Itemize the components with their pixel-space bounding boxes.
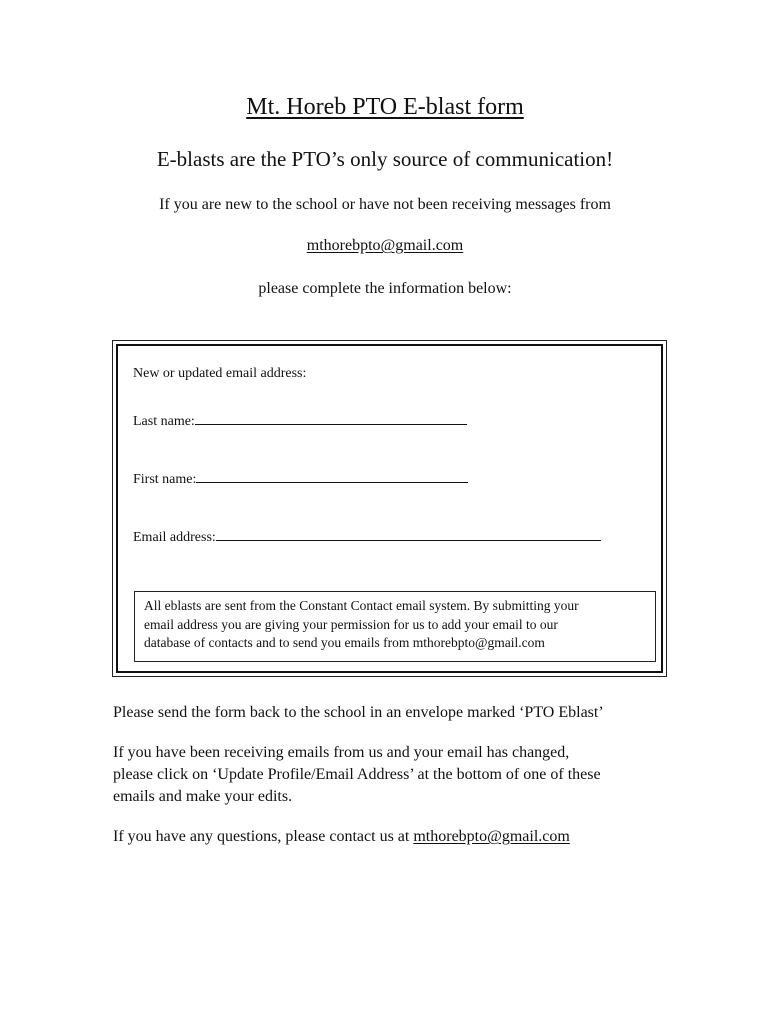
email-changed-paragraph xyxy=(113,742,601,808)
notice-line: All eblasts are sent from the Constant Contact email system. By submitting your xyxy=(144,598,579,613)
intro-instruction: please complete the information below: xyxy=(258,280,512,297)
intro-line: If you are new to the school or have not been receiving messages from xyxy=(159,196,611,213)
subtitle: E-blasts are the PTO’s only source of communication! xyxy=(156,147,614,171)
consent-notice xyxy=(134,591,656,662)
email-address-label: Email address: xyxy=(133,530,216,545)
paragraph-line: emails and make your edits. xyxy=(113,788,293,805)
paragraph-line: please click on ‘Update Profile/Email Address’ at the bottom of one of these xyxy=(113,766,601,783)
contact-email-link[interactable]: mthorebpto@gmail.com xyxy=(413,828,570,845)
questions-line xyxy=(113,826,570,848)
first-name-field[interactable] xyxy=(133,470,468,488)
notice-line: database of contacts and to send you emails from mthorebpto@gmail.com xyxy=(144,635,545,650)
first-name-label: First name: xyxy=(133,472,197,487)
last-name-blank[interactable] xyxy=(195,412,467,425)
email-address-blank[interactable] xyxy=(216,528,601,541)
first-name-blank[interactable] xyxy=(196,470,468,483)
intro-email-link[interactable]: mthorebpto@gmail.com xyxy=(306,237,464,254)
intro-email-line xyxy=(0,237,770,255)
last-name-field[interactable] xyxy=(133,412,467,430)
new-email-field xyxy=(133,366,306,382)
email-address-field[interactable] xyxy=(133,528,601,546)
paragraph-line: If you have been receiving emails from us and your email has changed, xyxy=(113,744,570,761)
send-back-instruction: Please send the form back to the school in an envelope marked ‘PTO Eblast’ xyxy=(113,704,604,721)
page-title: Mt. Horeb PTO E-blast form xyxy=(246,94,524,120)
last-name-label: Last name: xyxy=(133,414,195,429)
new-email-label: New or updated email address: xyxy=(133,366,307,381)
notice-line: email address you are giving your permission for us to add your email to our xyxy=(144,616,558,632)
questions-text: If you have any questions, please contact us at xyxy=(113,828,414,845)
